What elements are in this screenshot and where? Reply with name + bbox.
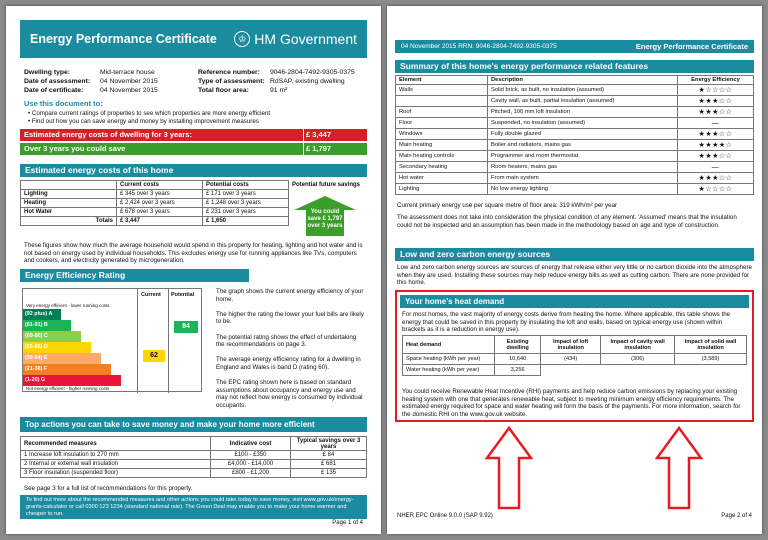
page-number: Page 1 of 4 (332, 520, 363, 526)
rhi-text: You could receive Renewable Heat Incentive (RHI) payments and help reduce carbon emissions by replacing your existing heating system with one that generates renewable heat, subject to meeting minimum energy efficiency requirements. The estimated energy required for space and water heating will form the basis of the payments. For more information, search for the domestic RHI on the www.gov.uk website. (402, 388, 741, 418)
dwelling-details: Dwelling type: Mid-terrace house Date of assessment: 04 November 2015 Date of certificate: 04 November 2015 (24, 69, 158, 94)
table-row: 3 Floor insulation (suspended floor) £800 - £1,200 £ 135 (21, 469, 367, 478)
footer-box: To find out more about the recommended measures and other actions you could take today to save money, visit www.gov.uk/energy-grants-calculator or call 0300 123 1234 (standard national rate). The Green Deal may enable you to make your home warmer and cheaper to run. (20, 495, 367, 519)
lzc-text: Low and zero carbon energy sources are sources of energy that release either very little or no carbon dioxide into the atmosphere when they are used. Installing these sources may help reduce energy bills as well as cutting carbon. There are none provided for this home. (397, 264, 752, 287)
crest-icon: ♔ (234, 31, 250, 47)
software-version: NHER EPC Online 9.0.0 (SAP 9.92) (397, 513, 493, 519)
table-row: Hot water From main system ★★★☆☆ (396, 173, 754, 184)
table-row: Floor Suspended, no insulation (assumed) — (396, 118, 754, 129)
up-arrow-icon (655, 426, 703, 510)
savings-bar: Over 3 years you could save £ 1,797 (20, 143, 367, 155)
hm-government-logo: ♔ HM Government (234, 31, 357, 47)
table-row: Water heating (kWh per year) 3,256 (403, 365, 747, 376)
table-row: Heating £ 2,424 over 3 years £ 1,248 over 3 years (21, 199, 367, 208)
band-b: (81-91) B (23, 320, 71, 331)
page-2 (387, 6, 762, 534)
summary-heading: Summary of this home's energy performance related features (395, 60, 754, 73)
table-row: 2 Internal or external wall insulation £4,000 - £14,000 £ 681 (21, 460, 367, 469)
actions-heading: Top actions you can take to save money and make your home more efficient (20, 417, 367, 432)
primary-energy-use: Current primary energy use per square metre of floor area: 319 kWh/m² per year (397, 202, 618, 209)
table-row: Hot Water £ 678 over 3 years £ 231 over 3 years (21, 208, 367, 217)
table-row: Space heating (kWh per year) 10,640 (434) (306) (3,589) (403, 354, 747, 365)
table-row: Main heating Boiler and radiators, mains gas ★★★★☆ (396, 140, 754, 151)
assessment-note: The assessment does not take into consideration the physical condition of any element. 'Assumed' means that the insulation could not be inspected and an assumption has been made in the methodology based on age and type of construction. (397, 214, 737, 229)
band-d: (55-68) D (23, 342, 91, 353)
potential-rating-marker: 84 (174, 321, 198, 333)
band-e: (39-54) E (23, 353, 101, 364)
costs-note: These figures show how much the average household would spend in this property for heating, lighting and hot water and is not based on energy used by individual households. This excludes energy use for running appliances like TVs, computers and cookers, and electricity generated by microgeneration. (24, 242, 363, 265)
could-save-arrow: You could save £ 1,797 over 3 years (294, 196, 356, 236)
page2-header: 04 November 2015 RRN: 9046-2804-7492-9305-0375 Energy Performance Certificate (395, 40, 754, 53)
rating-explanation: The graph shows the current energy efficiency of your home. The higher the rating the lower your fuel bills are likely to be. The potential rating shows the effect of undertaking the recommendations on page 3. The average energy efficiency rating for a dwelling in England and Wales is band D (rating 60). The EPC rating shown here is based on standard assumptions about occupancy and energy use and may not reflect how energy is consumed by individual occupants. (216, 288, 364, 409)
demand-heading: Your home's heat demand (400, 295, 749, 308)
demand-table: Heat demand Existing dwelling Impact of loft insulation Impact of cavity wall insulation Impact of solid wall insulation Space heating (kWh per year) 10,640 (434) (306) (3,589) Water heating (kWh per year) 3,256 (402, 335, 747, 376)
demand-text: For most homes, the vast majority of energy costs derive from heating the home. Where applicable, this table shows the energy that could be saved in this property by insulating the loft and walls, based on typical energy use (shown within brackets as it is a reduction in energy use). (402, 311, 731, 334)
epc-banner (20, 20, 367, 58)
current-rating-marker: 62 (143, 350, 165, 362)
up-arrow-icon (485, 426, 533, 510)
rating-heading: Energy Efficiency Rating (20, 269, 249, 282)
table-row: Lighting No low energy lighting ★☆☆☆☆ (396, 184, 754, 195)
costs-heading: Estimated energy costs of this home (20, 164, 367, 177)
table-row: Windows Fully double glazed ★★★☆☆ (396, 129, 754, 140)
table-row: Roof Pitched, 100 mm loft insulation ★★★☆☆ (396, 107, 754, 118)
band-a: (92 plus) A (23, 309, 61, 320)
summary-table: Element Description Energy Efficiency Walls Solid brick, as built, no insulation (assumed) ★☆☆☆☆ Cavity wall, as built, partial insulation (assumed) ★★★☆☆ Roof Pitched, 100 mm loft insulation ★★★☆☆ Floor Suspended, no insulation (assumed) — Windows Fully double glazed ★★★☆☆ Main heating Boiler and radiators, mains gas ★★★★☆ Main heating controls Programmer and room thermostat ★★★☆☆ Secondary heating Room heaters, mains gas — Hot water From main system ★★★☆☆ Lighting No low energy lighting ★☆☆☆☆ (395, 75, 754, 195)
table-row: Cavity wall, as built, partial insulation (assumed) ★★★☆☆ (396, 96, 754, 107)
use-heading: Use this document to: (24, 99, 103, 108)
page-title: Energy Performance Certificate (30, 32, 217, 46)
use-list: • Compare current ratings of properties to see which properties are more energy efficient • Find out how you can save energy and money by installing improvement measures (28, 110, 271, 125)
band-c: (69-80) C (23, 331, 81, 342)
actions-note: See page 3 for a full list of recommendations for this property. (24, 485, 193, 492)
table-row: Secondary heating Room heaters, mains gas — (396, 162, 754, 173)
page-number: Page 2 of 4 (721, 513, 752, 519)
table-row: 1 Increase loft insulation to 270 mm £100 - £350 £ 84 (21, 451, 367, 460)
estimated-cost-bar: Estimated energy costs of dwelling for 3 years: £ 3,447 (20, 129, 367, 141)
actions-table: Recommended measures Indicative cost Typical savings over 3 years 1 Increase loft insulation to 270 mm £100 - £350 £ 84 2 Internal or external wall insulation £4,000 - £14,000 £ 681 3 Floor insulation (suspended floor) £800 - £1,200 £ 135 (20, 436, 367, 478)
band-g: (1-20) G (23, 375, 121, 386)
assessment-details: Reference number: 9046-2804-7492-9305-0375 Type of assessment: RdSAP, existing dwelling Total floor area: 91 m² (198, 69, 355, 94)
heat-demand-highlight (395, 290, 754, 422)
table-row: Walls Solid brick, as built, no insulation (assumed) ★☆☆☆☆ (396, 85, 754, 96)
band-f: (21-38) F (23, 364, 111, 375)
table-row: Lighting £ 345 over 3 years £ 171 over 3 years (21, 190, 367, 199)
table-row: Totals £ 3,447 £ 1,650 (21, 217, 367, 226)
costs-table: Current costs Potential costs Potential future savings Lighting £ 345 over 3 years £ 171 over 3 years Heating £ 2,424 over 3 years £ 1,248 over 3 years Hot Water £ 678 over 3 years £ 231 over 3 years Totals £ 3,447 £ 1,650 (20, 180, 367, 226)
page-1 (6, 6, 381, 534)
rating-chart: Current Potential Very energy efficient - lower running costs (92 plus) A (81-91) B (69-80) C (55-68) D (39-54) E (21-38) F (1-20) G Not energy efficient - higher running costs 62 84 (22, 288, 202, 392)
lzc-heading: Low and zero carbon energy sources (395, 248, 754, 261)
table-row: Main heating controls Programmer and room thermostat ★★★☆☆ (396, 151, 754, 162)
